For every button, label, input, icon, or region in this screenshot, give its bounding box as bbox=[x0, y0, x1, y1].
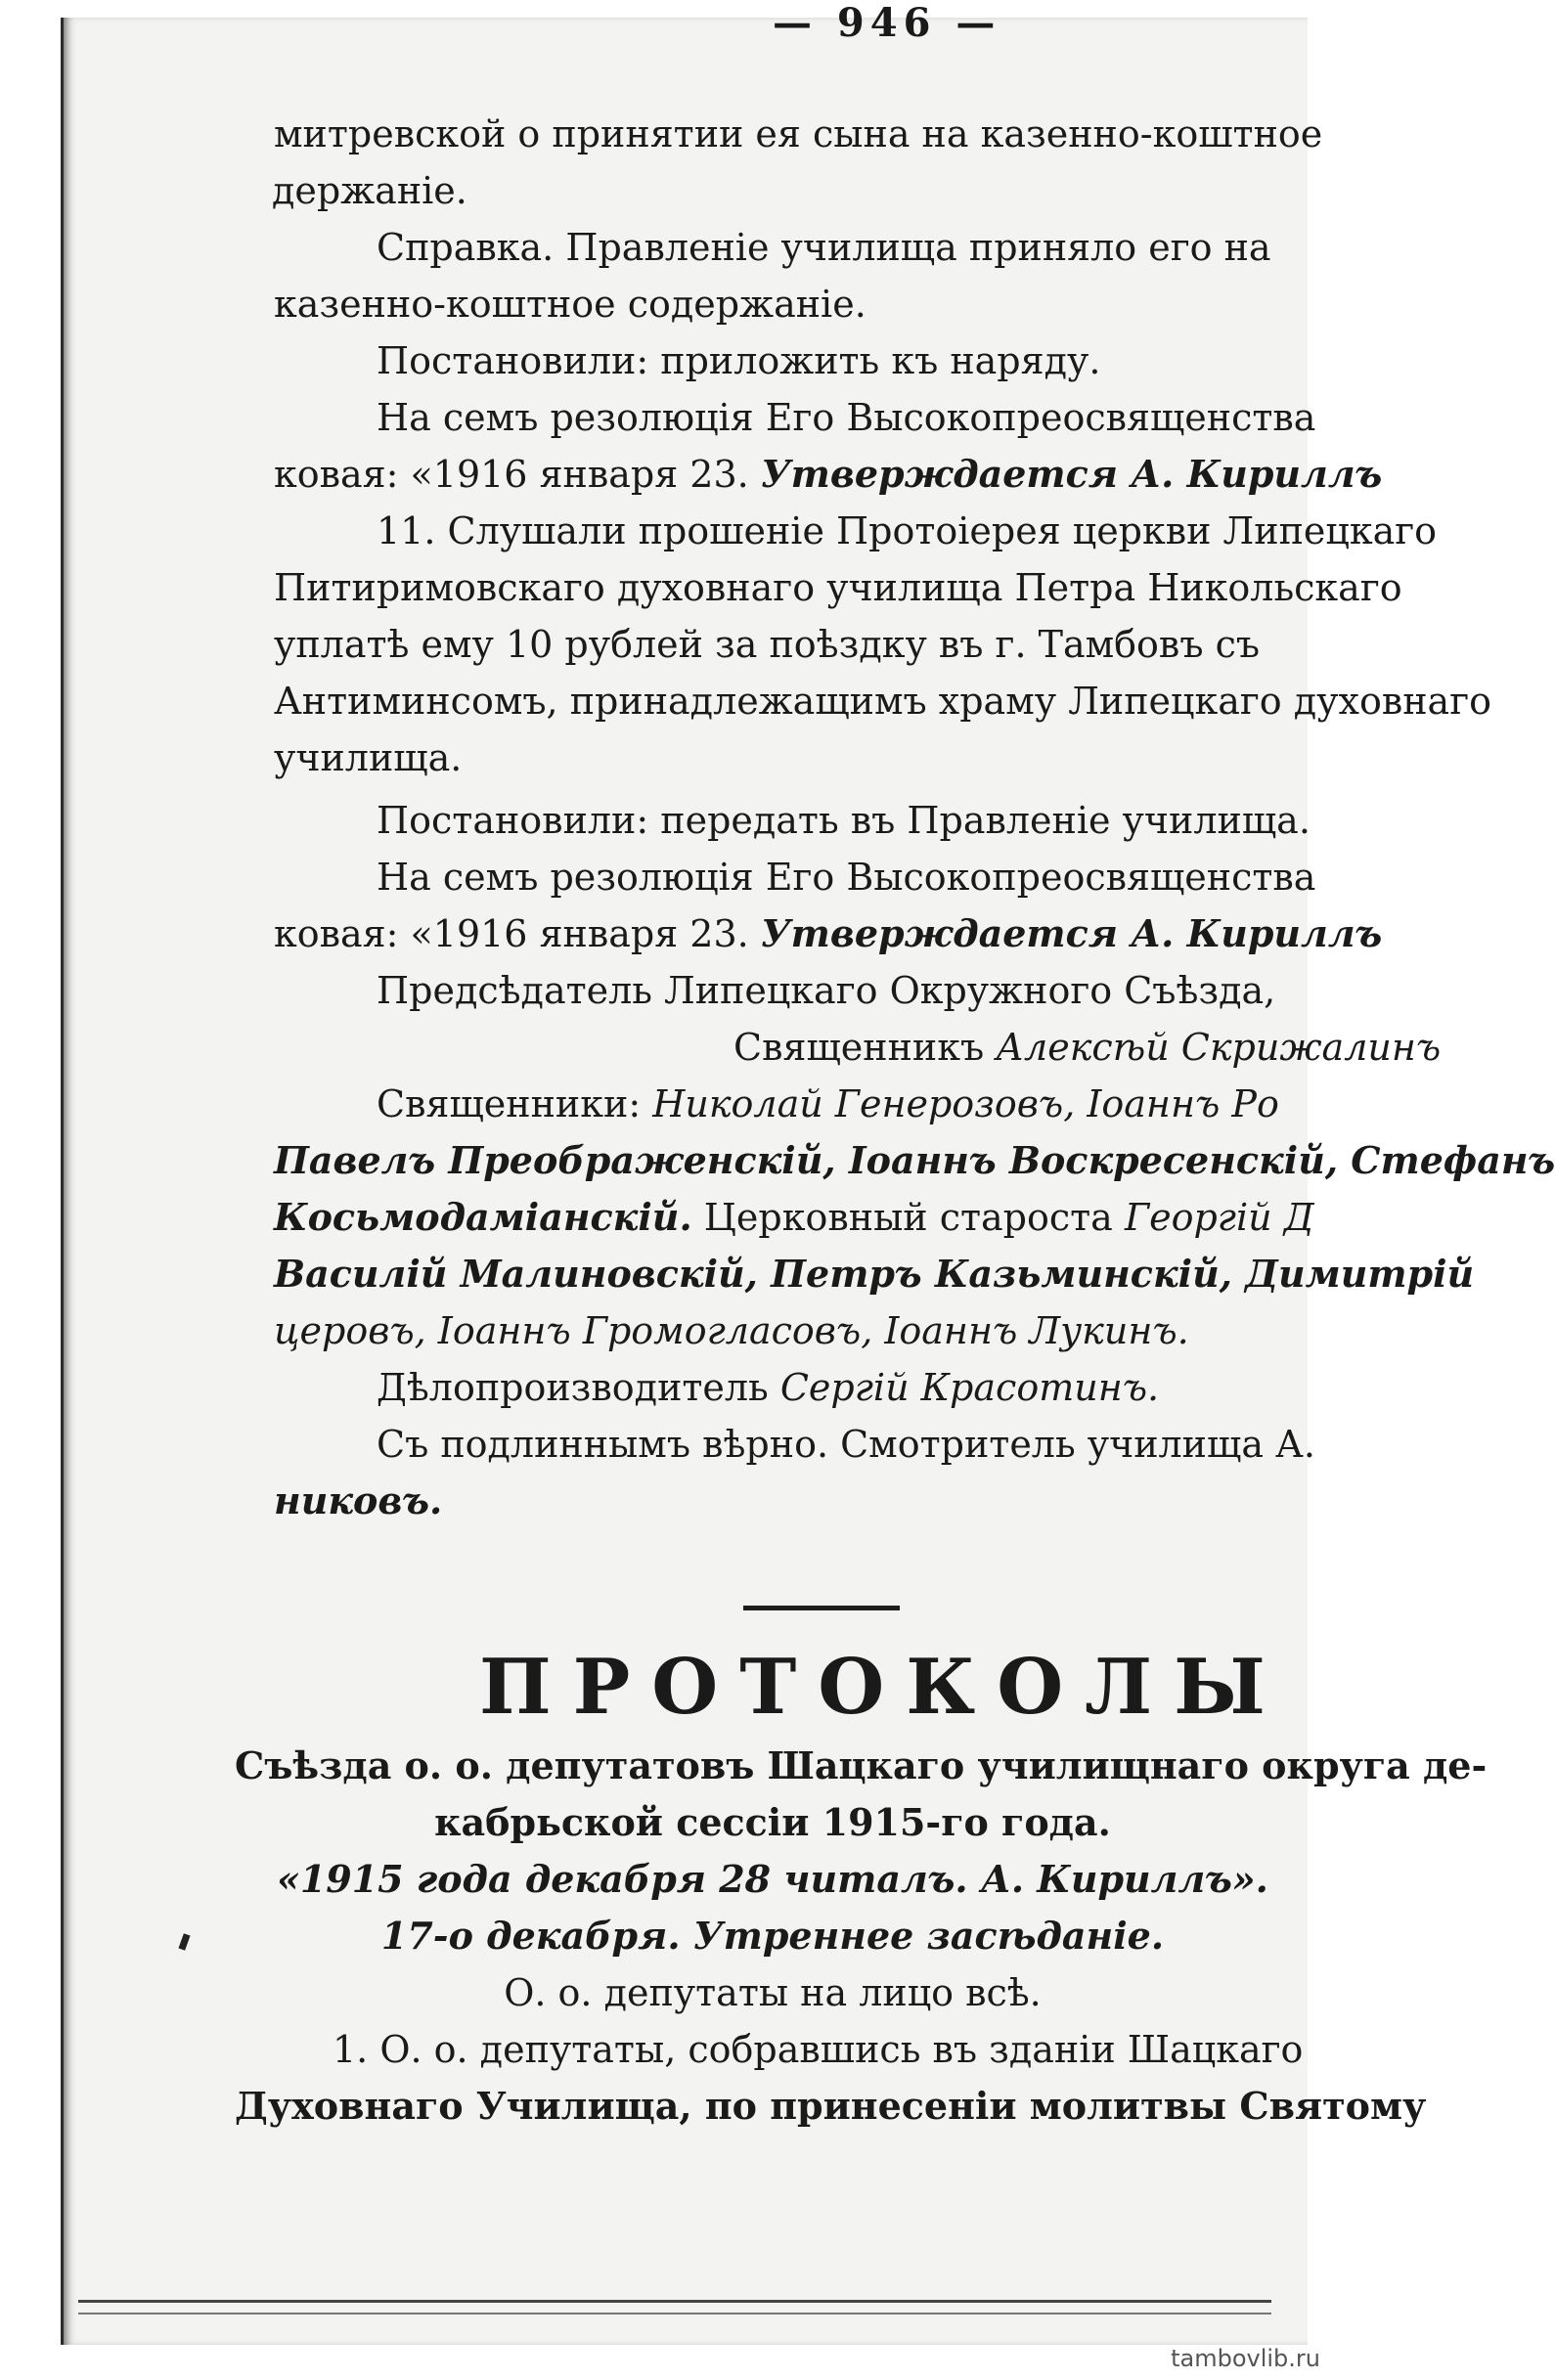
clerk-line bbox=[274, 1359, 1301, 1416]
resolution-line bbox=[274, 446, 1383, 503]
text-line: училища. bbox=[274, 736, 463, 779]
clerk-name: Сергій Красотинъ. bbox=[779, 1366, 1160, 1409]
text-line: держаніе. bbox=[272, 169, 467, 212]
attendance-line: О. о. депутаты на лицо всѣ. bbox=[504, 1971, 1042, 2014]
text-line: Антиминсомъ, принадлежащимъ храму Липецкаго духовнаго bbox=[274, 680, 1491, 723]
chairman-signature bbox=[274, 1019, 1442, 1076]
priests-label: Священники: bbox=[377, 1082, 642, 1125]
text-line: Справка. Правленіе училища приняло его на bbox=[377, 226, 1271, 269]
section-subtitle: кабрьской сессіи 1915-го года. bbox=[434, 1800, 1111, 1844]
page-bottom-edge bbox=[78, 2300, 1271, 2314]
text-line: Постановили: передать въ Правленіе училища. bbox=[377, 799, 1311, 842]
resolution-approval: Утверждается А. Кириллъ bbox=[760, 911, 1383, 955]
text-line: 1. О. о. депутаты, собравшись въ зданіи Шацкаго bbox=[333, 2028, 1304, 2071]
priests-line bbox=[274, 1076, 1301, 1132]
text-line: Постановили: приложить къ наряду. bbox=[377, 339, 1101, 382]
resolution-line bbox=[274, 905, 1383, 962]
resolution-date: ковая: «1916 января 23. bbox=[274, 453, 749, 496]
text-line: 11. Слушали прошеніе Протоіерея церкви Липецкаго bbox=[377, 509, 1438, 552]
text-line: Питиримовскаго духовнаго училища Петра Никольскаго bbox=[274, 566, 1402, 609]
text-line: На семъ резолюція Его Высокопреосвященства bbox=[377, 856, 1316, 899]
chairman-rank: Священникъ bbox=[733, 1026, 985, 1069]
text-line: На семъ резолюція Его Высокопреосвященства bbox=[377, 396, 1316, 439]
signature-line: Василій Малиновскій, Петръ Казьминскій, Димитрій bbox=[274, 1252, 1475, 1296]
signature-name: Косьмодаміанскій. bbox=[274, 1195, 692, 1239]
resolution-date: ковая: «1916 января 23. bbox=[274, 912, 749, 955]
text-line: Духовнаго Училища, по принесеніи молитвы Святому bbox=[235, 2084, 1427, 2128]
archbishop-note: «1915 года декабря 28 читалъ. А. Кириллъ». bbox=[277, 1857, 1268, 1901]
section-subtitle: Съѣзда о. о. депутатовъ Шацкаго училищнаго округа де- bbox=[235, 1743, 1488, 1787]
text-line: казенно-коштное содержаніе. bbox=[274, 283, 866, 326]
section-divider bbox=[743, 1606, 900, 1610]
certification-line: Съ подлиннымъ вѣрно. Смотритель училища А. bbox=[377, 1423, 1315, 1466]
source-watermark: tambovlib.ru bbox=[1171, 2345, 1320, 2372]
signature-line bbox=[274, 1189, 1314, 1246]
signature-line: церовъ, Іоаннъ Громогласовъ, Іоаннъ Лукинъ. bbox=[274, 1309, 1189, 1352]
section-title: ПРОТОКОЛЫ bbox=[479, 1643, 1287, 1732]
session-heading: 17-о декабря. Утреннее засѣданіе. bbox=[380, 1914, 1165, 1958]
chairman-title: Предсѣдатель Липецкаго Окружного Съѣзда, bbox=[377, 969, 1276, 1012]
text-line: уплатѣ ему 10 рублей за поѣздку въ г. Тамбовъ съ bbox=[274, 623, 1261, 666]
signature-line: Павелъ Преображенскій, Іоаннъ Воскресенскій, Стефанъ bbox=[274, 1138, 1555, 1182]
clerk-label: Дѣлопроизводитель bbox=[377, 1366, 769, 1409]
priests-names: Николай Генерозовъ, Іоаннъ Ро bbox=[652, 1082, 1279, 1125]
elder-label: Церковный староста bbox=[703, 1196, 1113, 1239]
elder-name: Георгій Д bbox=[1124, 1196, 1314, 1239]
resolution-approval: Утверждается А. Кириллъ bbox=[760, 452, 1383, 496]
chairman-name: Алексѣй Скрижалинъ bbox=[996, 1026, 1442, 1069]
protocol-text bbox=[272, 106, 1555, 1529]
text-line: митревской о принятии ея сына на казенно-коштное bbox=[274, 112, 1323, 155]
certification-name: никовъ. bbox=[274, 1478, 443, 1522]
page-number: — 946 — bbox=[773, 0, 1001, 46]
section-body bbox=[235, 1739, 1488, 2136]
